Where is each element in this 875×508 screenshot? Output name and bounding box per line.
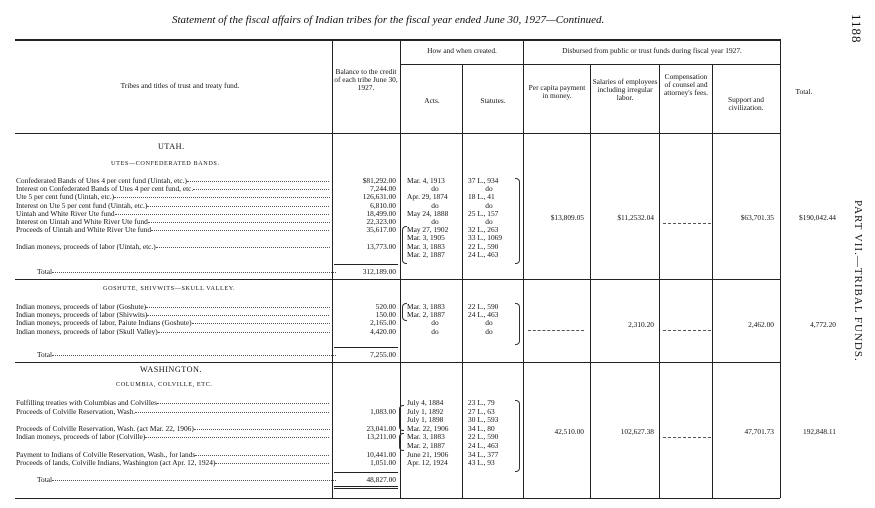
row-label-text: Ute 5 per cent fund (Uintah, etc.) xyxy=(16,193,115,201)
total-rule xyxy=(334,347,398,348)
statutes-brace xyxy=(515,303,520,345)
row-label-text: Payment to Indians of Colville Reservation, Wash., for lands xyxy=(16,450,196,458)
row-label xyxy=(16,243,330,250)
goshute-compensation-blank xyxy=(663,321,711,337)
row-act: Mar. 3, 1883 xyxy=(407,241,445,251)
subsection-goshute: GOSHUTE, SHIVWITS—SKULL VALLEY. xyxy=(103,285,236,292)
row-label-text: Indian moneys, proceeds of labor (Uintah, etc.) xyxy=(16,242,156,250)
row-balance: 7,244.00 xyxy=(370,184,396,194)
row-act: Mar. 2, 1887 xyxy=(407,249,445,259)
leader-dots xyxy=(157,403,330,404)
header-per-capita: Per capita payment in money. xyxy=(528,83,586,100)
header-support: Support and civilization. xyxy=(728,95,764,112)
washington-total-balance: 48,827.00 xyxy=(366,475,396,484)
row-label-text: Confederated Bands of Utes 4 per cent fund (Uintah, etc.) xyxy=(16,177,187,185)
row-label xyxy=(16,193,330,200)
row-label xyxy=(16,226,330,233)
acts-brace xyxy=(402,303,407,321)
row-act: do xyxy=(431,217,439,226)
row-label-text: Indian moneys, proceeds of labor (Goshute) xyxy=(16,303,147,311)
statutes-brace xyxy=(515,400,520,472)
row-balance: 13,211.00 xyxy=(366,432,396,442)
total-rule xyxy=(334,264,398,265)
row-balance: 22,323.00 xyxy=(366,217,396,226)
row-balance: $81,292.00 xyxy=(362,176,396,185)
col-divider xyxy=(523,39,524,498)
row-balance: 126,631.00 xyxy=(362,192,396,202)
utah-total-label: Total xyxy=(37,268,336,275)
row-act: May 27, 1902 xyxy=(407,225,449,235)
section-rule xyxy=(15,279,780,280)
col-divider xyxy=(590,64,591,498)
row-label-text: Interest on Ute 5 per cent fund (Uintah, etc.) xyxy=(16,201,148,209)
header-statutes: Statutes. xyxy=(480,96,506,105)
statutes-brace xyxy=(515,178,520,264)
row-statute: 25 L., 157 xyxy=(468,208,499,218)
row-label xyxy=(16,433,330,440)
utah-total: $190,042.44 xyxy=(799,213,836,222)
row-label-text: Proceeds of lands, Colville Indians, Washington (act Apr. 12, 1924) xyxy=(16,459,216,467)
row-label-text: Fulfilling treaties with Columbias and Colvilles xyxy=(16,399,158,407)
leader-dots xyxy=(147,206,330,207)
row-statute: 18 L., 41 xyxy=(468,192,495,202)
table-top-rule xyxy=(15,39,780,41)
row-act: Mar. 2, 1887 xyxy=(407,310,445,320)
row-label-text: Indian moneys, proceeds of labor (Skull Valley) xyxy=(16,327,158,335)
row-label xyxy=(16,399,330,406)
leader-dots xyxy=(194,429,330,430)
row-act: June 21, 1906 xyxy=(407,449,449,459)
row-label xyxy=(16,202,330,209)
row-label xyxy=(16,210,330,217)
utah-compensation-blank xyxy=(663,214,711,230)
goshute-total-label: Total xyxy=(37,351,336,358)
col-divider xyxy=(659,64,660,498)
row-act: Mar. 3, 1905 xyxy=(407,233,445,243)
row-label xyxy=(16,319,330,326)
header-acts: Acts. xyxy=(424,96,440,105)
row-label xyxy=(16,408,330,415)
utah-salaries: $11,2532.04 xyxy=(617,213,654,222)
row-statute: 34 L., 377 xyxy=(468,449,499,459)
row-act: Mar. 4, 1913 xyxy=(407,176,445,185)
row-act: Mar. 2, 1887 xyxy=(407,441,445,450)
section-utah: UTAH. xyxy=(158,142,185,151)
header-disbursed: Disbursed from public or trust funds during fiscal year 1927. xyxy=(562,46,742,55)
row-balance: 4,420.00 xyxy=(370,326,396,336)
leader-dots xyxy=(146,307,330,308)
row-label-text: Interest on Uintah and White River Ute fund xyxy=(16,218,148,226)
row-balance: 520.00 xyxy=(375,302,396,311)
row-label xyxy=(16,177,330,184)
header-compensation: Compensation of counsel and attorney's fees. xyxy=(663,72,708,97)
row-label xyxy=(16,311,330,318)
utah-total-balance: 312,189.00 xyxy=(362,267,396,276)
goshute-total: 4,772.20 xyxy=(810,320,836,329)
page-title: Statement of the fiscal affairs of Indian tribes for the fiscal year ended June 30, 1927—Continued. xyxy=(172,14,605,26)
col-divider xyxy=(712,64,713,498)
row-balance: 35,617.00 xyxy=(366,225,396,235)
leader-dots xyxy=(156,247,330,248)
washington-support: 47,701.73 xyxy=(744,427,774,436)
row-label-text: Proceeds of Colville Reservation, Wash. xyxy=(16,407,136,415)
row-act: do xyxy=(431,184,439,194)
subsection-utes: UTES—CONFEDERATED BANDS. xyxy=(111,160,220,167)
row-label-text: Uintah and White River Ute fund xyxy=(16,209,115,218)
row-statute: 22 L., 590 xyxy=(468,432,499,442)
row-statute: 32 L., 263 xyxy=(468,225,499,235)
row-label-text: Indian moneys, proceeds of labor (Shivwits) xyxy=(16,311,148,319)
header-how-when: How and when created. xyxy=(427,46,497,55)
row-act: Apr. 12, 1924 xyxy=(407,458,448,468)
utah-support: $63,701.35 xyxy=(740,213,774,222)
leader-dots xyxy=(114,197,330,198)
row-statute: 30 L., 593 xyxy=(468,415,499,425)
row-label xyxy=(16,185,330,192)
row-balance: 23,041.00 xyxy=(366,423,396,433)
page-number: 1188 xyxy=(849,14,864,44)
col-divider xyxy=(462,64,463,498)
total-rule xyxy=(334,472,398,473)
leader-dots xyxy=(115,214,330,215)
row-act: July 1, 1898 xyxy=(407,415,444,425)
row-statute: 23 L., 79 xyxy=(468,398,495,407)
leader-dots xyxy=(215,463,330,464)
row-balance: 18,499.00 xyxy=(366,208,396,218)
section-rule xyxy=(15,362,780,363)
acts-brace xyxy=(402,226,407,264)
row-balance: 1,083.00 xyxy=(370,406,396,416)
row-balance: 1,051.00 xyxy=(370,458,396,468)
row-label xyxy=(16,425,330,432)
goshute-support: 2,462.00 xyxy=(748,320,774,329)
leader-dots xyxy=(151,230,330,231)
washington-total: 192,848.11 xyxy=(803,427,836,436)
leader-dots xyxy=(158,332,330,333)
washington-salaries: 102,627.38 xyxy=(620,427,654,436)
leader-dots xyxy=(135,412,330,413)
col-divider xyxy=(780,39,781,498)
row-statute: do xyxy=(485,200,493,210)
row-label xyxy=(16,303,330,310)
row-balance: 2,165.00 xyxy=(370,318,396,328)
row-statute: do xyxy=(485,318,493,328)
row-label xyxy=(16,328,330,335)
washington-compensation-blank xyxy=(663,428,711,444)
row-statute: do xyxy=(485,326,493,336)
header-bottom-rule xyxy=(15,133,780,134)
header-tribes: Tribes and titles of trust and treaty fund. xyxy=(120,81,240,90)
row-label-text: Proceeds of Uintah and White River Ute fund xyxy=(16,226,152,234)
row-act: May 24, 1888 xyxy=(407,208,449,218)
row-act: July 1, 1892 xyxy=(407,406,444,416)
row-label-text: Interest on Confederated Bands of Utes 4 per cent fund, etc. xyxy=(16,185,194,193)
goshute-total-balance: 7,255.00 xyxy=(370,350,396,359)
row-act: do xyxy=(431,200,439,210)
row-statute: 27 L., 63 xyxy=(468,406,495,416)
row-label xyxy=(16,218,330,225)
row-statute: 24 L., 463 xyxy=(468,441,499,450)
row-act: do xyxy=(431,326,439,336)
row-act: Mar. 3, 1883 xyxy=(407,432,445,442)
row-statute: 33 L., 1069 xyxy=(468,233,503,243)
washington-total-label: Total xyxy=(37,476,336,483)
double-rule xyxy=(334,486,398,489)
row-label-text: Indian moneys, proceeds of labor, Paiute Indians (Goshute) xyxy=(16,319,192,327)
row-act: Apr. 29, 1874 xyxy=(407,192,448,202)
leader-dots xyxy=(147,315,330,316)
row-balance: 13,773.00 xyxy=(366,241,396,251)
row-statute: do xyxy=(485,184,493,194)
leader-dots xyxy=(192,323,330,324)
row-balance: 150.00 xyxy=(375,310,396,320)
table-bottom-rule xyxy=(15,498,780,499)
leader-dots xyxy=(193,189,330,190)
row-statute: 24 L., 463 xyxy=(468,249,499,259)
row-label xyxy=(16,459,330,466)
row-statute: 22 L., 590 xyxy=(468,241,499,251)
row-label-text: Indian moneys, proceeds of labor (Colville) xyxy=(16,433,146,441)
utah-per-capita: $13,809.05 xyxy=(550,213,584,222)
row-statute: 24 L., 463 xyxy=(468,310,499,320)
goshute-per-capita-blank xyxy=(528,321,584,337)
section-washington: WASHINGTON. xyxy=(140,365,202,374)
row-balance: 10,441.00 xyxy=(366,449,396,459)
row-label-text: Proceeds of Colville Reservation, Wash. (act Mar. 22, 1906) xyxy=(16,424,194,433)
header-total: Total. xyxy=(795,87,813,96)
row-act: July 4, 1884 xyxy=(407,398,444,407)
leader-dots xyxy=(187,181,330,182)
side-label: PART VII.—TRIBAL FUNDS. xyxy=(852,200,864,362)
row-statute: do xyxy=(485,217,493,226)
subsection-colville: COLUMBIA, COLVILLE, ETC. xyxy=(116,381,213,388)
leader-dots xyxy=(148,222,330,223)
row-statute: 43 L., 93 xyxy=(468,458,495,468)
acts-brace xyxy=(399,433,404,451)
leader-dots xyxy=(145,437,330,438)
washington-per-capita: 42,510.00 xyxy=(554,427,584,436)
header-balance: Balance to the credit of each tribe June 30, 1927. xyxy=(334,67,398,92)
goshute-salaries: 2,310.20 xyxy=(628,320,654,329)
leader-dots xyxy=(195,455,330,456)
row-statute: 34 L., 80 xyxy=(468,423,495,433)
row-label xyxy=(16,451,330,458)
row-act: do xyxy=(431,318,439,328)
row-statute: 22 L., 590 xyxy=(468,302,499,311)
row-balance: 6,810.00 xyxy=(370,200,396,210)
header-salaries: Salaries of employees including irregular labor. xyxy=(592,77,658,102)
row-statute: 37 L., 934 xyxy=(468,176,499,185)
row-act: Mar. 3, 1883 xyxy=(407,302,445,311)
acts-brace xyxy=(399,405,404,431)
row-act: Mar. 22, 1906 xyxy=(407,423,449,433)
